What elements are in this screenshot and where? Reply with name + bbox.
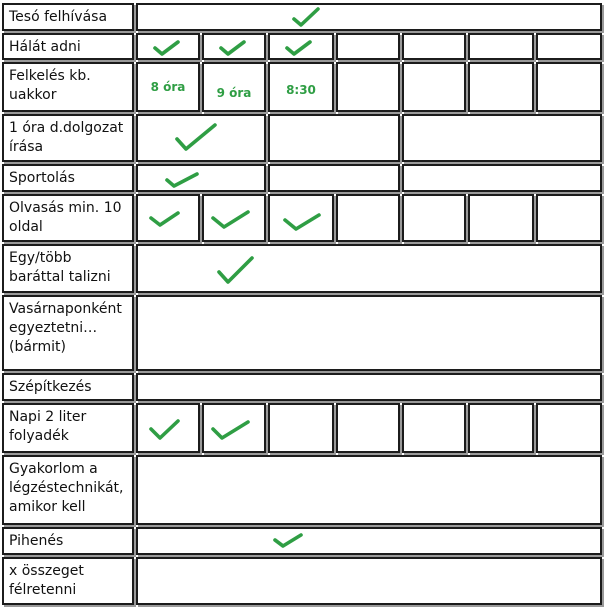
- habit-cell-breathing[interactable]: [136, 455, 602, 525]
- habit-day-cell[interactable]: [536, 403, 602, 453]
- habit-label-wake-up: Felkelés kb. uakkor: [2, 62, 134, 112]
- check-mark-icon: [218, 38, 248, 58]
- habit-day-cell[interactable]: [136, 194, 200, 242]
- wake-time-value: 8:30: [286, 83, 316, 97]
- check-mark-icon: [152, 38, 182, 58]
- habit-day-cell[interactable]: [336, 403, 400, 453]
- habit-period-cell[interactable]: [136, 114, 266, 162]
- habit-day-cell[interactable]: [268, 403, 334, 453]
- habit-label-savings: x összeget félretenni: [2, 557, 134, 605]
- check-mark-icon: [148, 417, 182, 443]
- habit-day-cell[interactable]: [336, 62, 400, 112]
- habit-day-cell[interactable]: [402, 194, 466, 242]
- habit-day-cell[interactable]: [136, 33, 200, 60]
- habit-cell-call-sibling[interactable]: [136, 3, 602, 31]
- habit-day-cell[interactable]: [202, 194, 266, 242]
- habit-period-cell[interactable]: [402, 114, 602, 162]
- habit-day-cell[interactable]: [268, 194, 334, 242]
- habit-day-cell[interactable]: [468, 62, 534, 112]
- habit-period-cell[interactable]: [136, 164, 266, 192]
- habit-day-cell[interactable]: [402, 62, 466, 112]
- check-mark-icon: [164, 168, 200, 190]
- habit-cell-sunday-planning[interactable]: [136, 295, 602, 371]
- habit-label-rest: Pihenés: [2, 527, 134, 555]
- habit-day-cell[interactable]: [536, 62, 602, 112]
- check-mark-icon: [174, 121, 218, 155]
- habit-cell-rest[interactable]: [136, 527, 602, 555]
- habit-day-cell[interactable]: [202, 62, 266, 112]
- habit-label-reading: Olvasás min. 10 oldal: [2, 194, 134, 242]
- habit-day-cell[interactable]: [536, 33, 602, 60]
- habit-day-cell[interactable]: [336, 33, 400, 60]
- habit-day-cell[interactable]: [268, 62, 334, 112]
- habit-day-cell[interactable]: [268, 33, 334, 60]
- habit-period-cell[interactable]: [268, 114, 400, 162]
- check-mark-icon: [284, 38, 314, 58]
- check-mark-icon: [148, 208, 182, 230]
- habit-label-beauty-care: Szépítkezés: [2, 373, 134, 401]
- habit-cell-meet-friends[interactable]: [136, 244, 602, 293]
- habit-cell-savings[interactable]: [136, 557, 602, 605]
- habit-label-sports: Sportolás: [2, 164, 134, 192]
- habit-period-cell[interactable]: [268, 164, 400, 192]
- habit-label-gratitude: Hálát adni: [2, 33, 134, 60]
- habit-label-breathing: Gyakorlom a légzéstechnikát, amikor kell: [2, 455, 134, 525]
- check-mark-icon: [210, 208, 252, 232]
- habit-day-cell[interactable]: [468, 194, 534, 242]
- wake-time-value: 9 óra: [216, 86, 252, 100]
- habit-day-cell[interactable]: [336, 194, 400, 242]
- habit-day-cell[interactable]: [136, 403, 200, 453]
- check-mark-icon: [282, 210, 322, 234]
- habit-period-cell[interactable]: [402, 164, 602, 192]
- habit-day-cell[interactable]: [202, 33, 266, 60]
- habit-label-thesis-writing: 1 óra d.dolgozat írása: [2, 114, 134, 162]
- habit-day-cell[interactable]: [402, 33, 466, 60]
- habit-cell-beauty-care[interactable]: [136, 373, 602, 401]
- habit-label-water-intake: Napi 2 liter folyadék: [2, 403, 134, 453]
- habit-day-cell[interactable]: [468, 33, 534, 60]
- habit-label-meet-friends: Egy/több baráttal talizni: [2, 244, 134, 293]
- check-mark-icon: [291, 6, 321, 30]
- habit-day-cell[interactable]: [136, 62, 200, 112]
- check-mark-icon: [210, 417, 252, 443]
- habit-day-cell[interactable]: [402, 403, 466, 453]
- wake-time-value: 8 óra: [150, 80, 186, 94]
- check-mark-icon: [216, 254, 256, 288]
- habit-day-cell[interactable]: [468, 403, 534, 453]
- habit-day-cell[interactable]: [202, 403, 266, 453]
- habit-day-cell[interactable]: [536, 194, 602, 242]
- habit-label-sunday-planning: Vasárnaponként egyeztetni… (bármit): [2, 295, 134, 371]
- check-mark-icon: [272, 531, 304, 551]
- habit-label-call-sibling: Tesó felhívása: [2, 3, 134, 31]
